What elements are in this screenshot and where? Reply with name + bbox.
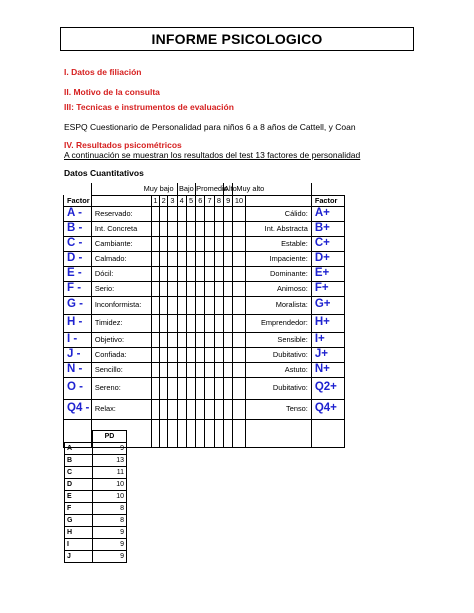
score-cell: [196, 314, 205, 332]
factor-row: [64, 362, 345, 377]
scale-9: 9: [224, 195, 233, 206]
score-cell: [160, 251, 168, 266]
score-cell: [177, 266, 186, 281]
score-cell: [168, 251, 177, 266]
scale-7: 7: [205, 195, 214, 206]
score-cell: [196, 347, 205, 362]
score-cell: [151, 362, 159, 377]
score-cell: [224, 362, 233, 377]
pd-factor: I: [65, 539, 93, 551]
score-cell: [233, 296, 245, 314]
score-cell: [177, 296, 186, 314]
grid-category-row: [64, 183, 345, 195]
score-cell: [233, 206, 245, 221]
score-cell: [177, 314, 186, 332]
factor-row: [64, 377, 345, 399]
trait-high-label: Impaciente:: [245, 251, 311, 266]
pd-value: 13: [93, 455, 127, 467]
score-cell: [160, 296, 168, 314]
pd-table: [64, 430, 127, 563]
trait-low-label: Inconformista:: [91, 296, 151, 314]
score-cell: [168, 377, 177, 399]
score-cell: [205, 377, 214, 399]
score-cell: [177, 332, 186, 347]
score-cell: [233, 314, 245, 332]
score-cell: [151, 206, 159, 221]
pd-value: 9: [93, 551, 127, 563]
scale-5: 5: [186, 195, 195, 206]
trait-low-label: Int. Concreta: [91, 221, 151, 236]
pd-value: 8: [93, 515, 127, 527]
pd-row: [65, 491, 127, 503]
pd-factor: H: [65, 527, 93, 539]
score-cell: [177, 236, 186, 251]
score-cell: [196, 362, 205, 377]
section-resultados: IV. Resultados psicométricos: [64, 140, 182, 150]
trait-high-label: Dubitativo:: [245, 347, 311, 362]
score-cell: [186, 236, 195, 251]
results-intro: A continuación se muestran los resultados del test 13 factores de personalidad: [64, 150, 361, 160]
score-cell: [168, 236, 177, 251]
score-cell: [233, 377, 245, 399]
score-cell: [205, 399, 214, 419]
score-cell: [214, 332, 223, 347]
factor-low-label: G -: [64, 296, 92, 314]
factor-low-label: N -: [64, 362, 92, 377]
score-cell: [151, 399, 159, 419]
score-cell: [160, 399, 168, 419]
score-cell: [186, 221, 195, 236]
score-cell: [224, 332, 233, 347]
factor-high-label: I+: [311, 332, 344, 347]
scale-8: 8: [214, 195, 223, 206]
score-cell: [168, 314, 177, 332]
factor-low-label: J -: [64, 347, 92, 362]
factor-low-label: A -: [64, 206, 92, 221]
score-cell: [151, 296, 159, 314]
score-cell: [168, 266, 177, 281]
scale-4: 4: [177, 195, 186, 206]
score-cell: [214, 236, 223, 251]
factor-low-label: D -: [64, 251, 92, 266]
espq-description: ESPQ Cuestionario de Personalidad para niños 6 a 8 años de Cattell, y Coan: [64, 122, 356, 132]
scale-1: 1: [151, 195, 159, 206]
score-cell: [233, 362, 245, 377]
pd-factor: F: [65, 503, 93, 515]
score-cell: [224, 251, 233, 266]
scale-blank-right: [245, 195, 311, 206]
factor-row: [64, 399, 345, 419]
trait-high-label: Sensible:: [245, 332, 311, 347]
score-cell: [151, 281, 159, 296]
score-cell: [168, 281, 177, 296]
pd-value: 8: [93, 503, 127, 515]
score-cell: [160, 377, 168, 399]
score-cell: [186, 296, 195, 314]
factor-high-label: N+: [311, 362, 344, 377]
factor-row: [64, 221, 345, 236]
score-cell: [151, 314, 159, 332]
datos-cuantitativos-heading: Datos Cuantitativos: [64, 168, 144, 178]
factor-low-label: I -: [64, 332, 92, 347]
category-muy-bajo: Muy bajo: [91, 183, 177, 195]
pd-value: 11: [93, 467, 127, 479]
pd-factor: G: [65, 515, 93, 527]
score-cell: [168, 332, 177, 347]
factor-row: [64, 236, 345, 251]
score-cell: [233, 266, 245, 281]
category-alto: Alto: [224, 184, 237, 194]
section-filiacion: I. Datos de filiación: [64, 67, 142, 77]
score-cell: [224, 266, 233, 281]
score-cell: [186, 362, 195, 377]
score-cell: [186, 266, 195, 281]
score-cell: [160, 221, 168, 236]
score-cell: [196, 377, 205, 399]
trait-high-label: Cálido:: [245, 206, 311, 221]
score-cell: [151, 347, 159, 362]
score-cell: [224, 236, 233, 251]
score-cell: [177, 251, 186, 266]
pd-factor: D: [65, 479, 93, 491]
factor-row: [64, 251, 345, 266]
trait-high-label: Moralista:: [245, 296, 311, 314]
factor-row: [64, 347, 345, 362]
score-cell: [160, 281, 168, 296]
score-cell: [160, 347, 168, 362]
score-cell: [160, 332, 168, 347]
trait-low-label: Serio:: [91, 281, 151, 296]
factor-high-label: D+: [311, 251, 344, 266]
score-cell: [205, 221, 214, 236]
score-cell: [168, 362, 177, 377]
factor-high-label: E+: [311, 266, 344, 281]
score-cell: [224, 347, 233, 362]
scale-2: 2: [160, 195, 168, 206]
pd-factor: E: [65, 491, 93, 503]
trait-high-label: Dominante:: [245, 266, 311, 281]
score-cell: [233, 236, 245, 251]
score-cell: [196, 221, 205, 236]
factor-header-right: Factor: [311, 195, 344, 206]
trait-low-label: Reservado:: [91, 206, 151, 221]
score-cell: [168, 221, 177, 236]
pd-value: 9: [93, 539, 127, 551]
score-cell: [168, 399, 177, 419]
trait-high-label: Astuto:: [245, 362, 311, 377]
score-cell: [214, 362, 223, 377]
section-motivo: II. Motivo de la consulta: [64, 87, 160, 97]
score-cell: [224, 281, 233, 296]
scale-10: 10: [233, 195, 245, 206]
score-cell: [196, 281, 205, 296]
factor-high-label: H+: [311, 314, 344, 332]
score-cell: [214, 206, 223, 221]
factor-header-left: Factor: [64, 195, 92, 206]
score-cell: [205, 236, 214, 251]
trait-low-label: Timidez:: [91, 314, 151, 332]
score-cell: [205, 281, 214, 296]
score-cell: [224, 314, 233, 332]
score-cell: [196, 206, 205, 221]
score-cell: [177, 221, 186, 236]
pd-header: PD: [93, 431, 127, 443]
score-cell: [224, 399, 233, 419]
score-cell: [214, 296, 223, 314]
trait-high-label: Dubitativo:: [245, 377, 311, 399]
pd-factor: J: [65, 551, 93, 563]
category-muy-alto: Muy alto: [233, 183, 312, 195]
pd-row: [65, 467, 127, 479]
score-cell: [233, 221, 245, 236]
factor-high-label: Q2+: [311, 377, 344, 399]
pd-row: [65, 455, 127, 467]
score-cell: [186, 377, 195, 399]
pd-row: [65, 527, 127, 539]
score-cell: [168, 296, 177, 314]
trait-low-label: Objetivo:: [91, 332, 151, 347]
report-title: INFORME PSICOLOGICO: [60, 27, 414, 51]
score-cell: [233, 281, 245, 296]
pd-row: [65, 503, 127, 515]
score-cell: [196, 399, 205, 419]
score-cell: [177, 206, 186, 221]
score-cell: [214, 347, 223, 362]
score-cell: [168, 347, 177, 362]
factor-row: [64, 332, 345, 347]
score-cell: [224, 221, 233, 236]
pd-row: [65, 443, 127, 455]
trait-high-label: Int. Abstracta: [245, 221, 311, 236]
score-cell: [186, 332, 195, 347]
score-cell: [151, 221, 159, 236]
factor-row: [64, 314, 345, 332]
factor-high-label: G+: [311, 296, 344, 314]
score-cell: [160, 314, 168, 332]
trait-low-label: Sencillo:: [91, 362, 151, 377]
score-cell: [205, 266, 214, 281]
trait-low-label: Dócil:: [91, 266, 151, 281]
score-cell: [177, 399, 186, 419]
score-cell: [160, 362, 168, 377]
score-cell: [224, 296, 233, 314]
score-cell: [233, 347, 245, 362]
score-cell: [196, 236, 205, 251]
score-cell: [160, 236, 168, 251]
trait-low-label: Cambiante:: [91, 236, 151, 251]
score-cell: [205, 332, 214, 347]
factor-high-label: Q4+: [311, 399, 344, 419]
factor-row: [64, 266, 345, 281]
trait-high-label: Animoso:: [245, 281, 311, 296]
trait-high-label: Estable:: [245, 236, 311, 251]
trait-low-label: Calmado:: [91, 251, 151, 266]
factor-high-label: B+: [311, 221, 344, 236]
score-cell: [196, 266, 205, 281]
factor-low-label: B -: [64, 221, 92, 236]
factor-low-label: C -: [64, 236, 92, 251]
section-tecnicas: III: Tecnicas e instrumentos de evaluación: [64, 102, 234, 112]
score-cell: [177, 347, 186, 362]
score-cell: [151, 266, 159, 281]
score-cell: [186, 206, 195, 221]
pd-row: [65, 479, 127, 491]
pd-header-row: [65, 431, 127, 443]
score-cell: [233, 332, 245, 347]
score-cell: [186, 347, 195, 362]
pd-row: [65, 515, 127, 527]
category-bajo: Bajo: [178, 184, 194, 194]
trait-low-label: Relax:: [91, 399, 151, 419]
score-cell: [196, 251, 205, 266]
pd-row: [65, 551, 127, 563]
score-cell: [151, 332, 159, 347]
score-cell: [214, 314, 223, 332]
trait-high-label: Emprendedor:: [245, 314, 311, 332]
score-cell: [233, 399, 245, 419]
factor-grid: [63, 183, 345, 448]
factor-high-label: J+: [311, 347, 344, 362]
category-promedio: Promedio: [196, 184, 228, 194]
score-cell: [168, 206, 177, 221]
score-cell: [205, 314, 214, 332]
pd-value: 9: [93, 527, 127, 539]
score-cell: [196, 332, 205, 347]
score-cell: [205, 347, 214, 362]
score-cell: [205, 296, 214, 314]
factor-low-label: H -: [64, 314, 92, 332]
score-cell: [205, 362, 214, 377]
factor-high-label: F+: [311, 281, 344, 296]
scale-6: 6: [196, 195, 205, 206]
trait-low-label: Confiada:: [91, 347, 151, 362]
score-cell: [186, 314, 195, 332]
score-cell: [214, 221, 223, 236]
pd-factor: A: [65, 443, 93, 455]
score-cell: [151, 236, 159, 251]
scale-blank-left: [91, 195, 151, 206]
factor-low-label: Q4 -: [64, 399, 92, 419]
score-cell: [214, 251, 223, 266]
factor-row: [64, 296, 345, 314]
score-cell: [205, 206, 214, 221]
score-cell: [214, 266, 223, 281]
score-cell: [186, 251, 195, 266]
score-cell: [177, 362, 186, 377]
trait-high-label: Tenso:: [245, 399, 311, 419]
score-cell: [177, 281, 186, 296]
score-cell: [224, 377, 233, 399]
trait-low-label: Sereno:: [91, 377, 151, 399]
pd-factor: C: [65, 467, 93, 479]
pd-factor: B: [65, 455, 93, 467]
factor-low-label: O -: [64, 377, 92, 399]
score-cell: [160, 266, 168, 281]
score-cell: [151, 377, 159, 399]
factor-low-label: F -: [64, 281, 92, 296]
pd-row: [65, 539, 127, 551]
factor-row: [64, 281, 345, 296]
score-cell: [177, 377, 186, 399]
pd-value: 9: [93, 443, 127, 455]
score-cell: [233, 251, 245, 266]
pd-value: 10: [93, 479, 127, 491]
factor-high-label: C+: [311, 236, 344, 251]
score-cell: [186, 281, 195, 296]
score-cell: [214, 377, 223, 399]
grid-scale-row: [64, 195, 345, 206]
score-cell: [214, 399, 223, 419]
score-cell: [224, 206, 233, 221]
pd-value: 10: [93, 491, 127, 503]
score-cell: [214, 281, 223, 296]
score-cell: [205, 251, 214, 266]
factor-row: [64, 206, 345, 221]
score-cell: [196, 296, 205, 314]
score-cell: [186, 399, 195, 419]
factor-high-label: A+: [311, 206, 344, 221]
factor-low-label: E -: [64, 266, 92, 281]
score-cell: [160, 206, 168, 221]
score-cell: [151, 251, 159, 266]
scale-3: 3: [168, 195, 177, 206]
